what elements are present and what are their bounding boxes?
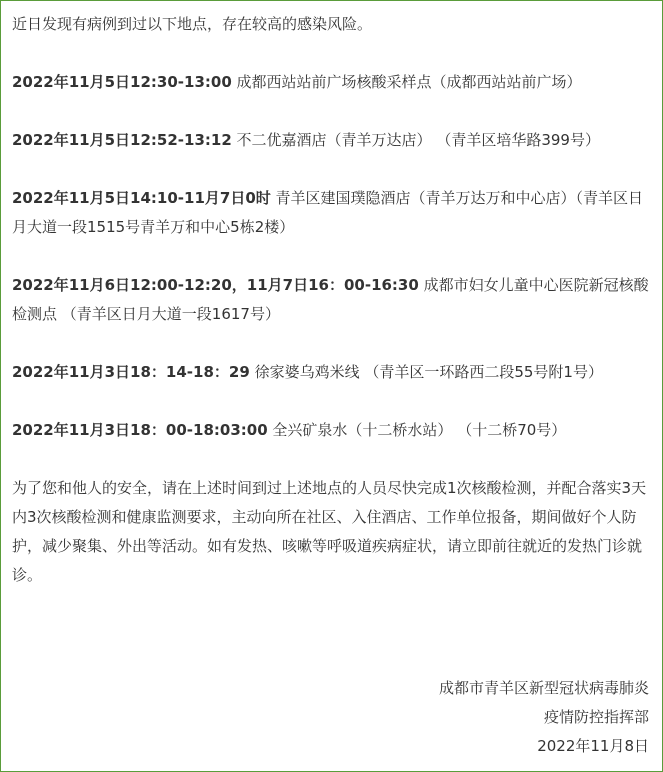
location-time: 2022年11月5日12:30-13:00 <box>12 73 232 91</box>
location-item-2 <box>12 126 652 155</box>
signature-org-line2: 疫情防控指挥部 <box>543 708 649 726</box>
intro-text: 近日发现有病例到过以下地点，存在较高的感染风险。 <box>12 15 373 33</box>
signature-org-line1: 成都市青羊区新型冠状病毒肺炎 <box>438 679 649 697</box>
location-place: 不二优嘉酒店（青羊万达店） （青羊区培华路399号） <box>231 131 600 149</box>
location-place: 徐家婆乌鸡米线 （青羊区一环路西二段55号附1号） <box>249 363 603 381</box>
location-place: 成都市妇女儿童中心医院新冠核酸检测点 （青羊区日月大道一段1617号） <box>12 276 649 323</box>
location-time: 2022年11月3日18：14-18：29 <box>12 363 250 381</box>
location-place: 青羊区建国璞隐酒店（青羊万达万和中心店）（青羊区日月大道一段1515号青羊万和中心5栋2楼） <box>12 189 644 236</box>
location-time: 2022年11月6日12:00-12:20，11月7日16：00-16:30 <box>12 276 419 294</box>
signature-block <box>439 674 649 761</box>
location-place: 全兴矿泉水（十二桥水站） （十二桥70号） <box>267 421 567 439</box>
location-time: 2022年11月5日14:10-11月7日0时 <box>12 189 271 207</box>
location-item-4 <box>12 271 652 329</box>
location-time: 2022年11月3日18：00-18:03:00 <box>12 421 268 439</box>
notice-body <box>12 10 652 590</box>
notice-paragraph: 为了您和他人的安全，请在上述时间到过上述地点的人员尽快完成1次核酸检测，并配合落实3天内3次核酸检测和健康监测要求，主动向所在社区、入住酒店、工作单位报备，期间做好个人防护，减少聚集、外出等活动。如有发热、咳嗽等呼吸道疾病症状，请立即前往就近的发热门诊就诊。 <box>12 479 647 584</box>
location-item-1 <box>12 68 652 97</box>
location-time: 2022年11月5日12:52-13:12 <box>12 131 232 149</box>
location-item-5 <box>12 358 652 387</box>
signature-date: 2022年11月8日 <box>537 737 649 755</box>
location-item-6 <box>12 416 652 445</box>
location-item-3 <box>12 184 652 242</box>
location-place: 成都西站站前广场核酸采样点（成都西站站前广场） <box>231 73 582 91</box>
